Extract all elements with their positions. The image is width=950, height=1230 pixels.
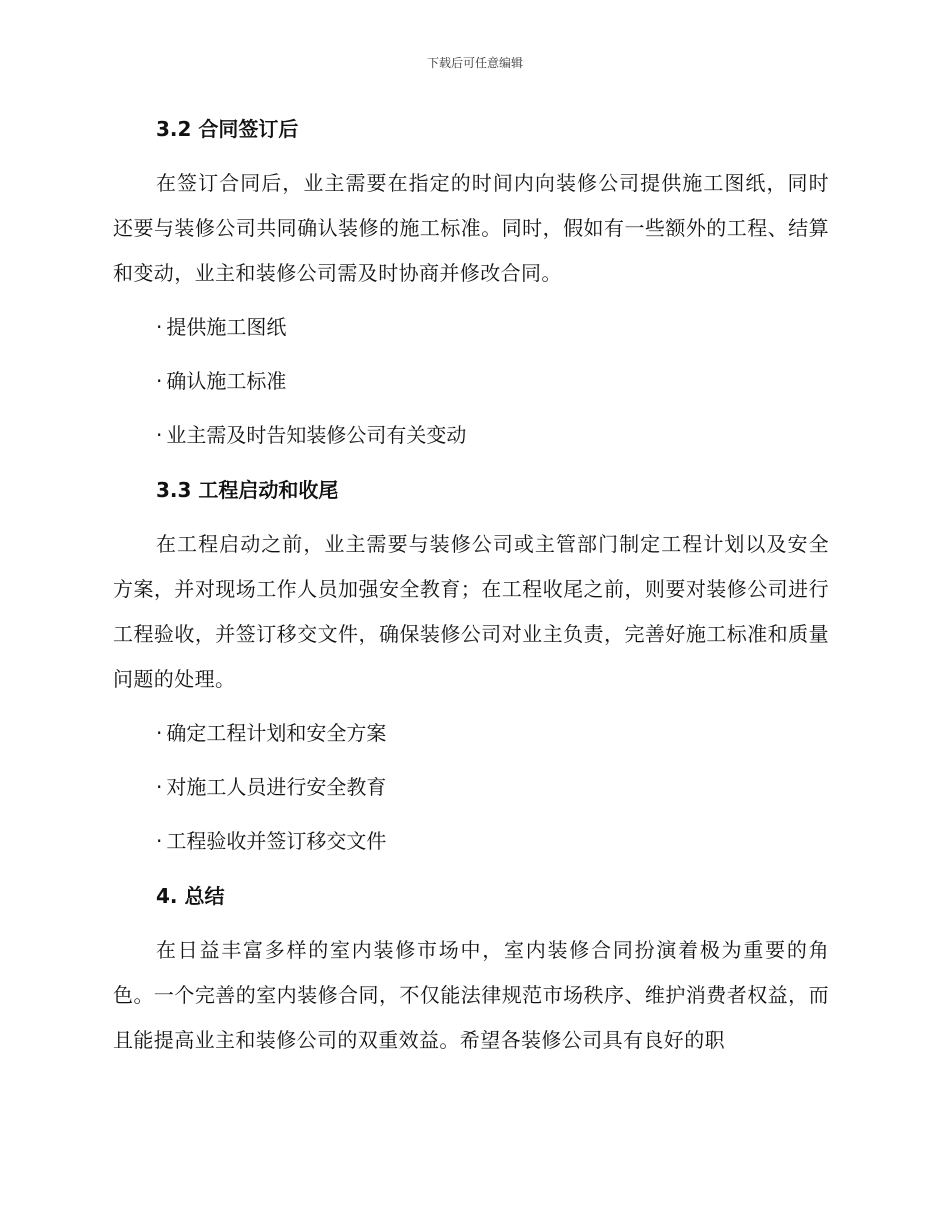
- bullet-text: 确认施工标准: [166, 369, 287, 393]
- bullet-dot: ·: [156, 775, 163, 799]
- section-heading-3-2: 3.2 合同签订后: [156, 117, 299, 141]
- bullet-text: 业主需及时告知装修公司有关变动: [166, 423, 467, 447]
- bullet-dot: ·: [156, 721, 163, 745]
- bullet-item: [113, 420, 872, 450]
- bullet-dot: ·: [156, 829, 163, 853]
- bullet-item: [113, 312, 872, 342]
- bullet-text: 确定工程计划和安全方案: [166, 721, 387, 745]
- section-paragraph-3-3: 在工程启动之前，业主需要与装修公司或主管部门制定工程计划以及安全方案，并对现场工作人员加强安全教育；在工程收尾之前，则要对装修公司进行工程验收，并签订移交文件，确保装修公司对业主负责，完善好施工标准和质量问题的处理。: [113, 532, 829, 691]
- bullet-text: 对施工人员进行安全教育: [166, 775, 387, 799]
- page-header: 下载后可任意编辑: [426, 56, 523, 70]
- bullet-item: [113, 772, 872, 802]
- bullet-item: [113, 366, 872, 396]
- bullet-text: 提供施工图纸: [166, 315, 287, 339]
- section-heading-4: 4. 总结: [156, 884, 225, 908]
- bullet-text: 工程验收并签订移交文件: [166, 829, 387, 853]
- bullet-dot: ·: [156, 423, 163, 447]
- section-paragraph-4: 在日益丰富多样的室内装修市场中，室内装修合同扮演着极为重要的角色。一个完善的室内装修合同，不仅能法律规范市场秩序、维护消费者权益，而且能提高业主和装修公司的双重效益。希望各装修公司具有良好的职: [113, 938, 829, 1052]
- bullet-dot: ·: [156, 369, 163, 393]
- bullet-item: [113, 826, 872, 856]
- section-paragraph-3-2: 在签订合同后，业主需要在指定的时间内向装修公司提供施工图纸，同时还要与装修公司共同确认装修的施工标准。同时，假如有一些额外的工程、结算和变动，业主和装修公司需及时协商并修改合同。: [113, 171, 829, 285]
- section-heading-3-3: 3.3 工程启动和收尾: [156, 478, 339, 502]
- bullet-dot: ·: [156, 315, 163, 339]
- bullet-item: [113, 718, 872, 748]
